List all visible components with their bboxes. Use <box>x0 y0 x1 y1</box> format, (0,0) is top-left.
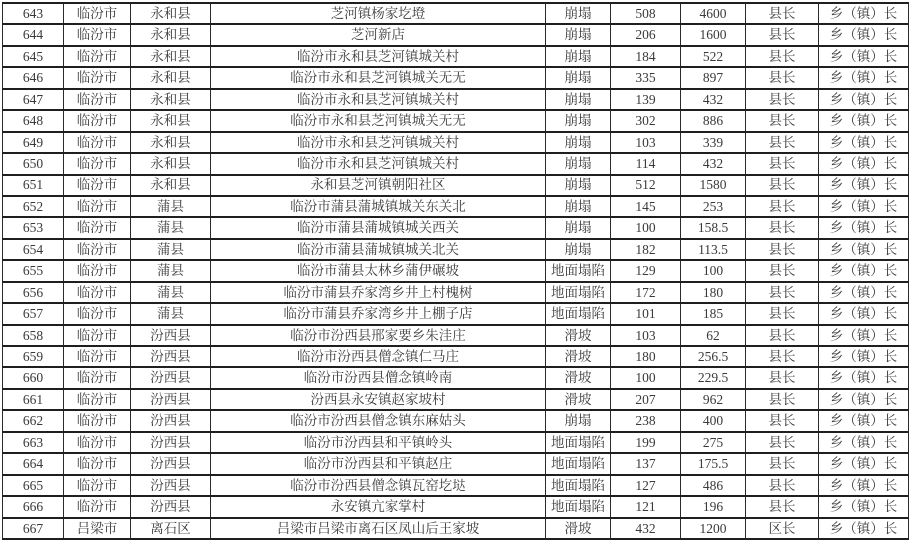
cell-value1: 100 <box>611 217 681 238</box>
cell-id: 664 <box>3 453 64 474</box>
table-row <box>3 67 909 88</box>
cell-hazard_type: 地面塌陷 <box>546 260 611 281</box>
cell-location: 吕梁市吕梁市离石区凤山后王家坡 <box>211 518 546 540</box>
cell-id: 656 <box>3 282 64 303</box>
cell-value1: 180 <box>611 346 681 367</box>
cell-hazard_type: 崩塌 <box>546 46 611 67</box>
cell-hazard_type: 滑坡 <box>546 346 611 367</box>
cell-value2: 180 <box>681 282 746 303</box>
cell-county_leader: 县长 <box>746 410 819 431</box>
cell-county: 永和县 <box>131 24 211 45</box>
cell-value2: 432 <box>681 153 746 174</box>
cell-town_leader: 乡（镇）长 <box>819 303 909 324</box>
table-row <box>3 132 909 153</box>
cell-location: 临汾市汾西县和平镇岭头 <box>211 432 546 453</box>
cell-hazard_type: 地面塌陷 <box>546 453 611 474</box>
cell-county_leader: 县长 <box>746 175 819 196</box>
table-row <box>3 389 909 410</box>
cell-county: 蒲县 <box>131 217 211 238</box>
cell-value2: 522 <box>681 46 746 67</box>
cell-value1: 139 <box>611 89 681 110</box>
cell-city: 临汾市 <box>64 432 131 453</box>
table-row <box>3 325 909 346</box>
cell-town_leader: 乡（镇）长 <box>819 46 909 67</box>
cell-location: 临汾市蒲县乔家湾乡井上村槐树 <box>211 282 546 303</box>
cell-county_leader: 县长 <box>746 475 819 496</box>
cell-hazard_type: 崩塌 <box>546 67 611 88</box>
cell-id: 662 <box>3 410 64 431</box>
cell-hazard_type: 滑坡 <box>546 389 611 410</box>
cell-county_leader: 县长 <box>746 110 819 131</box>
cell-hazard_type: 滑坡 <box>546 325 611 346</box>
cell-county: 蒲县 <box>131 239 211 260</box>
cell-value1: 432 <box>611 518 681 540</box>
cell-hazard_type: 崩塌 <box>546 153 611 174</box>
cell-location: 临汾市汾西县和平镇赵庄 <box>211 453 546 474</box>
cell-id: 646 <box>3 67 64 88</box>
cell-value1: 127 <box>611 475 681 496</box>
table-row <box>3 496 909 517</box>
cell-location: 临汾市汾西县僧念镇东麻姑头 <box>211 410 546 431</box>
cell-county_leader: 县长 <box>746 239 819 260</box>
cell-value2: 158.5 <box>681 217 746 238</box>
cell-id: 666 <box>3 496 64 517</box>
cell-location: 芝河镇杨家圪墱 <box>211 3 546 24</box>
cell-value1: 145 <box>611 196 681 217</box>
cell-city: 临汾市 <box>64 217 131 238</box>
cell-value1: 508 <box>611 3 681 24</box>
cell-value2: 175.5 <box>681 453 746 474</box>
cell-county: 永和县 <box>131 175 211 196</box>
cell-value1: 129 <box>611 260 681 281</box>
cell-town_leader: 乡（镇）长 <box>819 196 909 217</box>
cell-county: 蒲县 <box>131 282 211 303</box>
cell-county: 永和县 <box>131 110 211 131</box>
cell-town_leader: 乡（镇）长 <box>819 496 909 517</box>
cell-town_leader: 乡（镇）长 <box>819 389 909 410</box>
cell-county_leader: 县长 <box>746 260 819 281</box>
table-row <box>3 239 909 260</box>
table-row <box>3 475 909 496</box>
cell-value2: 256.5 <box>681 346 746 367</box>
cell-city: 临汾市 <box>64 67 131 88</box>
cell-value2: 486 <box>681 475 746 496</box>
cell-value1: 100 <box>611 367 681 388</box>
cell-location: 临汾市永和县芝河镇城关无无 <box>211 110 546 131</box>
table-row <box>3 367 909 388</box>
cell-id: 657 <box>3 303 64 324</box>
table-row <box>3 196 909 217</box>
cell-value2: 275 <box>681 432 746 453</box>
cell-value1: 512 <box>611 175 681 196</box>
cell-town_leader: 乡（镇）长 <box>819 282 909 303</box>
cell-id: 651 <box>3 175 64 196</box>
cell-value1: 184 <box>611 46 681 67</box>
cell-county: 蒲县 <box>131 303 211 324</box>
cell-value2: 62 <box>681 325 746 346</box>
cell-town_leader: 乡（镇）长 <box>819 3 909 24</box>
cell-value2: 113.5 <box>681 239 746 260</box>
cell-city: 临汾市 <box>64 175 131 196</box>
cell-value1: 238 <box>611 410 681 431</box>
cell-city: 临汾市 <box>64 89 131 110</box>
table-row <box>3 346 909 367</box>
cell-county: 汾西县 <box>131 475 211 496</box>
cell-town_leader: 乡（镇）长 <box>819 518 909 540</box>
cell-hazard_type: 地面塌陷 <box>546 282 611 303</box>
cell-id: 648 <box>3 110 64 131</box>
cell-hazard_type: 崩塌 <box>546 89 611 110</box>
cell-county_leader: 区长 <box>746 518 819 540</box>
table-row <box>3 46 909 67</box>
cell-value1: 302 <box>611 110 681 131</box>
cell-county: 汾西县 <box>131 496 211 517</box>
hazard-table <box>2 2 909 540</box>
cell-location: 永安镇亢家掌村 <box>211 496 546 517</box>
cell-city: 临汾市 <box>64 260 131 281</box>
cell-value2: 1600 <box>681 24 746 45</box>
cell-town_leader: 乡（镇）长 <box>819 367 909 388</box>
cell-county_leader: 县长 <box>746 89 819 110</box>
cell-id: 660 <box>3 367 64 388</box>
cell-location: 临汾市蒲县蒲城镇城关东关北 <box>211 196 546 217</box>
cell-county_leader: 县长 <box>746 389 819 410</box>
cell-county: 汾西县 <box>131 389 211 410</box>
cell-location: 临汾市蒲县太林乡蒲伊碾坡 <box>211 260 546 281</box>
cell-county_leader: 县长 <box>746 3 819 24</box>
cell-id: 644 <box>3 24 64 45</box>
cell-town_leader: 乡（镇）长 <box>819 175 909 196</box>
cell-value1: 199 <box>611 432 681 453</box>
cell-county_leader: 县长 <box>746 496 819 517</box>
cell-hazard_type: 地面塌陷 <box>546 432 611 453</box>
cell-town_leader: 乡（镇）长 <box>819 67 909 88</box>
cell-id: 653 <box>3 217 64 238</box>
cell-town_leader: 乡（镇）长 <box>819 89 909 110</box>
cell-town_leader: 乡（镇）长 <box>819 325 909 346</box>
cell-value1: 103 <box>611 132 681 153</box>
cell-city: 临汾市 <box>64 282 131 303</box>
cell-county: 永和县 <box>131 46 211 67</box>
cell-value2: 962 <box>681 389 746 410</box>
cell-hazard_type: 崩塌 <box>546 3 611 24</box>
cell-id: 658 <box>3 325 64 346</box>
cell-county_leader: 县长 <box>746 153 819 174</box>
cell-hazard_type: 崩塌 <box>546 217 611 238</box>
cell-city: 临汾市 <box>64 46 131 67</box>
table-row <box>3 153 909 174</box>
cell-city: 临汾市 <box>64 24 131 45</box>
cell-value2: 1200 <box>681 518 746 540</box>
cell-town_leader: 乡（镇）长 <box>819 217 909 238</box>
table-row <box>3 410 909 431</box>
cell-location: 汾西县永安镇赵家坡村 <box>211 389 546 410</box>
cell-town_leader: 乡（镇）长 <box>819 475 909 496</box>
cell-location: 临汾市永和县芝河镇城关村 <box>211 153 546 174</box>
table-row <box>3 217 909 238</box>
cell-city: 临汾市 <box>64 453 131 474</box>
table-row <box>3 303 909 324</box>
cell-location: 临汾市永和县芝河镇城关无无 <box>211 67 546 88</box>
cell-id: 661 <box>3 389 64 410</box>
cell-value2: 897 <box>681 67 746 88</box>
cell-value2: 229.5 <box>681 367 746 388</box>
cell-id: 667 <box>3 518 64 540</box>
cell-value1: 207 <box>611 389 681 410</box>
cell-id: 655 <box>3 260 64 281</box>
table-row <box>3 24 909 45</box>
table-row <box>3 89 909 110</box>
table-row <box>3 260 909 281</box>
cell-value1: 172 <box>611 282 681 303</box>
cell-town_leader: 乡（镇）长 <box>819 153 909 174</box>
cell-location: 永和县芝河镇朝阳社区 <box>211 175 546 196</box>
cell-town_leader: 乡（镇）长 <box>819 260 909 281</box>
cell-county_leader: 县长 <box>746 346 819 367</box>
cell-location: 临汾市蒲县蒲城镇城关北关 <box>211 239 546 260</box>
cell-county_leader: 县长 <box>746 453 819 474</box>
cell-town_leader: 乡（镇）长 <box>819 24 909 45</box>
cell-id: 645 <box>3 46 64 67</box>
cell-hazard_type: 崩塌 <box>546 239 611 260</box>
cell-city: 临汾市 <box>64 153 131 174</box>
cell-location: 临汾市永和县芝河镇城关村 <box>211 46 546 67</box>
cell-city: 临汾市 <box>64 325 131 346</box>
cell-county: 永和县 <box>131 67 211 88</box>
cell-county_leader: 县长 <box>746 217 819 238</box>
table-row <box>3 110 909 131</box>
cell-county_leader: 县长 <box>746 46 819 67</box>
cell-town_leader: 乡（镇）长 <box>819 346 909 367</box>
cell-hazard_type: 崩塌 <box>546 110 611 131</box>
cell-location: 临汾市蒲县蒲城镇城关西关 <box>211 217 546 238</box>
cell-city: 临汾市 <box>64 239 131 260</box>
cell-value2: 339 <box>681 132 746 153</box>
cell-town_leader: 乡（镇）长 <box>819 110 909 131</box>
cell-county: 汾西县 <box>131 410 211 431</box>
cell-town_leader: 乡（镇）长 <box>819 410 909 431</box>
table-row <box>3 432 909 453</box>
table-row <box>3 3 909 24</box>
cell-id: 665 <box>3 475 64 496</box>
cell-hazard_type: 地面塌陷 <box>546 475 611 496</box>
cell-county_leader: 县长 <box>746 325 819 346</box>
cell-location: 临汾市汾西县邢家要乡朱洼庄 <box>211 325 546 346</box>
cell-location: 临汾市汾西县僧念镇瓦窑圪垯 <box>211 475 546 496</box>
table-row <box>3 175 909 196</box>
cell-id: 659 <box>3 346 64 367</box>
cell-city: 临汾市 <box>64 475 131 496</box>
cell-location: 芝河新店 <box>211 24 546 45</box>
cell-county: 蒲县 <box>131 260 211 281</box>
table-row <box>3 282 909 303</box>
cell-hazard_type: 滑坡 <box>546 518 611 540</box>
cell-city: 吕梁市 <box>64 518 131 540</box>
cell-town_leader: 乡（镇）长 <box>819 432 909 453</box>
cell-hazard_type: 崩塌 <box>546 196 611 217</box>
cell-id: 650 <box>3 153 64 174</box>
cell-value1: 182 <box>611 239 681 260</box>
cell-location: 临汾市永和县芝河镇城关村 <box>211 89 546 110</box>
cell-town_leader: 乡（镇）长 <box>819 239 909 260</box>
cell-value2: 432 <box>681 89 746 110</box>
cell-county_leader: 县长 <box>746 24 819 45</box>
cell-hazard_type: 滑坡 <box>546 367 611 388</box>
cell-county: 蒲县 <box>131 196 211 217</box>
cell-value2: 400 <box>681 410 746 431</box>
cell-county_leader: 县长 <box>746 132 819 153</box>
cell-id: 654 <box>3 239 64 260</box>
cell-value2: 196 <box>681 496 746 517</box>
cell-hazard_type: 地面塌陷 <box>546 496 611 517</box>
cell-county: 永和县 <box>131 132 211 153</box>
cell-city: 临汾市 <box>64 410 131 431</box>
cell-town_leader: 乡（镇）长 <box>819 132 909 153</box>
cell-county_leader: 县长 <box>746 196 819 217</box>
cell-county: 永和县 <box>131 153 211 174</box>
cell-city: 临汾市 <box>64 196 131 217</box>
cell-hazard_type: 崩塌 <box>546 24 611 45</box>
cell-value2: 1580 <box>681 175 746 196</box>
cell-county: 汾西县 <box>131 346 211 367</box>
cell-hazard_type: 地面塌陷 <box>546 303 611 324</box>
table-body <box>3 3 909 539</box>
cell-value2: 4600 <box>681 3 746 24</box>
cell-county_leader: 县长 <box>746 367 819 388</box>
cell-county: 永和县 <box>131 89 211 110</box>
cell-value2: 886 <box>681 110 746 131</box>
cell-value1: 103 <box>611 325 681 346</box>
cell-city: 临汾市 <box>64 132 131 153</box>
cell-value1: 206 <box>611 24 681 45</box>
cell-id: 652 <box>3 196 64 217</box>
cell-hazard_type: 崩塌 <box>546 410 611 431</box>
cell-county_leader: 县长 <box>746 432 819 453</box>
cell-county: 汾西县 <box>131 432 211 453</box>
cell-id: 647 <box>3 89 64 110</box>
cell-hazard_type: 崩塌 <box>546 175 611 196</box>
cell-location: 临汾市汾西县僧念镇仁马庄 <box>211 346 546 367</box>
cell-value1: 101 <box>611 303 681 324</box>
cell-value2: 185 <box>681 303 746 324</box>
cell-city: 临汾市 <box>64 367 131 388</box>
cell-city: 临汾市 <box>64 110 131 131</box>
cell-location: 临汾市永和县芝河镇城关村 <box>211 132 546 153</box>
cell-county: 汾西县 <box>131 453 211 474</box>
cell-id: 649 <box>3 132 64 153</box>
cell-value2: 100 <box>681 260 746 281</box>
cell-county: 离石区 <box>131 518 211 540</box>
cell-town_leader: 乡（镇）长 <box>819 453 909 474</box>
cell-county_leader: 县长 <box>746 67 819 88</box>
cell-county: 汾西县 <box>131 367 211 388</box>
cell-city: 临汾市 <box>64 346 131 367</box>
cell-value1: 121 <box>611 496 681 517</box>
cell-value1: 137 <box>611 453 681 474</box>
cell-id: 643 <box>3 3 64 24</box>
cell-county_leader: 县长 <box>746 282 819 303</box>
cell-city: 临汾市 <box>64 3 131 24</box>
cell-county_leader: 县长 <box>746 303 819 324</box>
cell-county: 永和县 <box>131 3 211 24</box>
cell-location: 临汾市蒲县乔家湾乡井上棚子店 <box>211 303 546 324</box>
cell-hazard_type: 崩塌 <box>546 132 611 153</box>
cell-value2: 253 <box>681 196 746 217</box>
cell-city: 临汾市 <box>64 496 131 517</box>
cell-city: 临汾市 <box>64 389 131 410</box>
cell-value1: 114 <box>611 153 681 174</box>
table-row <box>3 518 909 540</box>
cell-location: 临汾市汾西县僧念镇岭南 <box>211 367 546 388</box>
cell-county: 汾西县 <box>131 325 211 346</box>
cell-city: 临汾市 <box>64 303 131 324</box>
table-row <box>3 453 909 474</box>
cell-id: 663 <box>3 432 64 453</box>
cell-value1: 335 <box>611 67 681 88</box>
